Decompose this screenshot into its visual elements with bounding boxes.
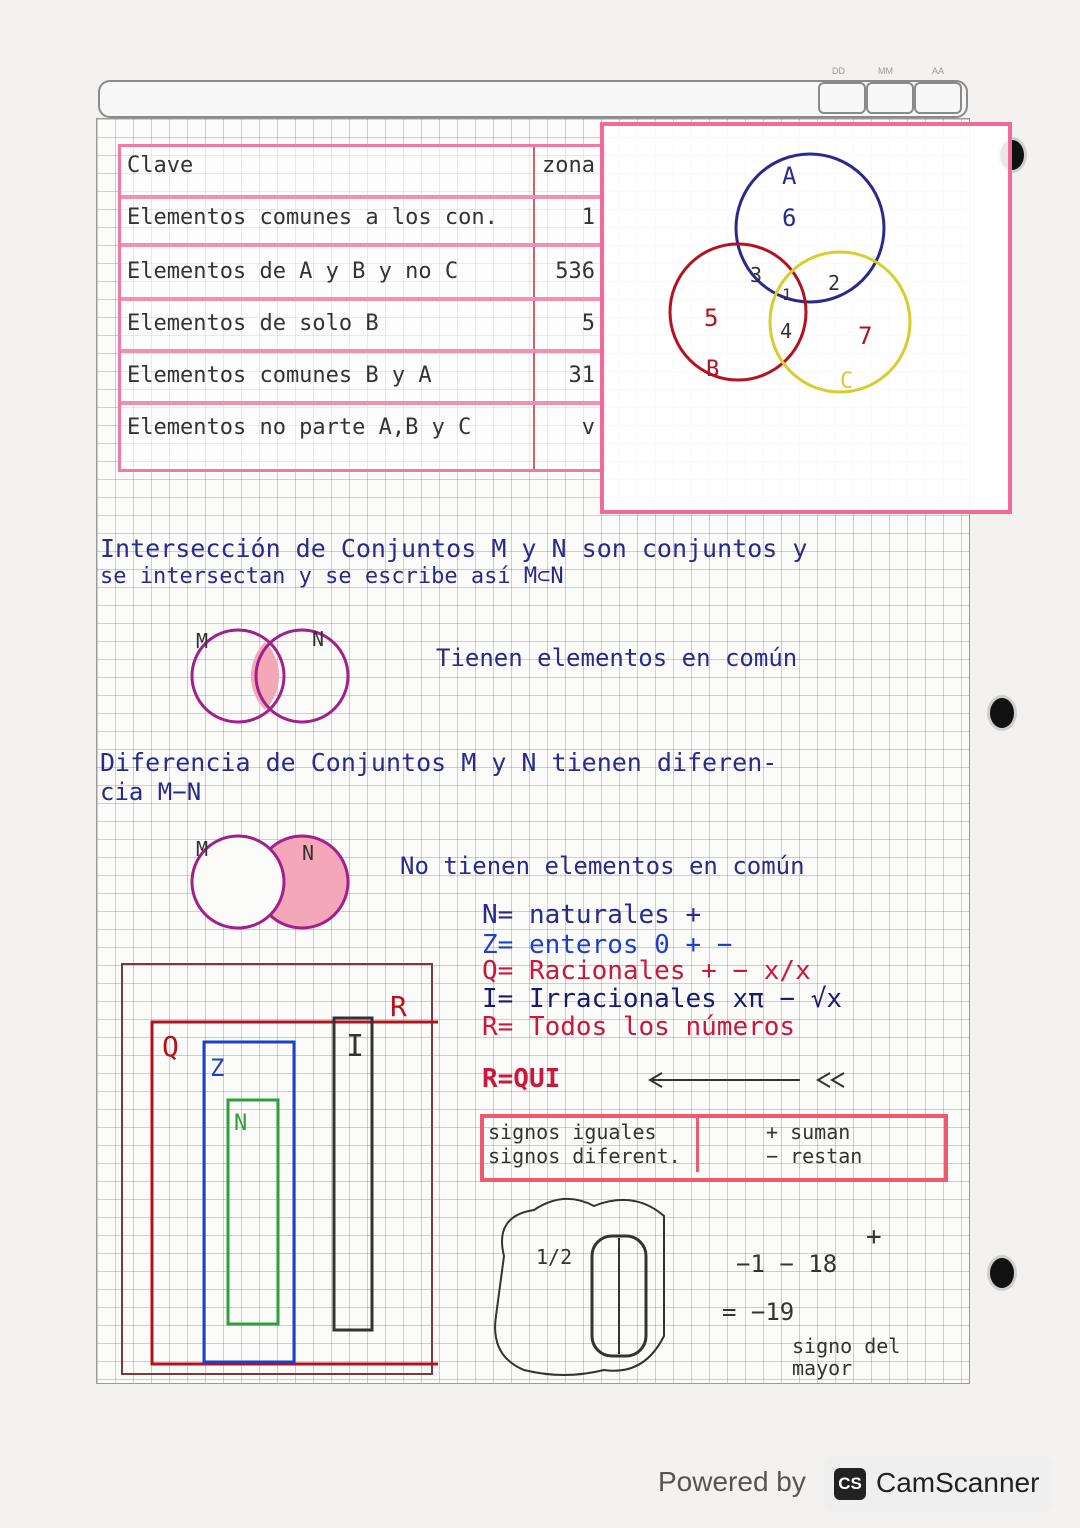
circle-b — [670, 244, 806, 380]
circle-n-label: N — [312, 627, 325, 651]
powered-by-text: Powered by — [658, 1466, 806, 1497]
date-label-month: MM — [878, 66, 893, 76]
label-a: A — [782, 162, 797, 190]
key-row-zone: 31 — [568, 363, 595, 388]
key-row — [121, 195, 603, 247]
key-row — [121, 405, 603, 453]
zone-number: 5 — [704, 304, 719, 332]
example-plus: + — [866, 1222, 882, 1252]
date-box-month — [866, 82, 914, 114]
signs-subtract: − restan — [766, 1144, 863, 1168]
difference-line1: Diferencia de Conjuntos M y N tienen diferen- — [100, 748, 778, 777]
camscanner-logo-icon: CS — [834, 1468, 866, 1500]
key-row-zone: 536 — [555, 259, 595, 284]
arrow-left-icon — [640, 1070, 880, 1090]
zone-number: 2 — [828, 271, 841, 295]
key-row-text: Elementos no parte A,B y C — [127, 415, 472, 440]
zone-number: 3 — [750, 263, 763, 287]
label-c: C — [840, 369, 854, 394]
difference-line2: cia M−N — [100, 778, 202, 806]
zone-number: 4 — [780, 319, 793, 343]
zone-number: 1 — [782, 285, 792, 304]
key-row-text: Elementos comunes a los con. — [127, 205, 498, 230]
example-cloud — [484, 1186, 684, 1384]
camscanner-name: CamScanner — [876, 1467, 1040, 1498]
key-header-row — [121, 147, 603, 199]
intersection-note: Tienen elementos en común — [436, 644, 798, 672]
set-naturales: N= naturales + — [482, 900, 702, 930]
set-racionales: Q= Racionales + − x/x — [482, 956, 811, 986]
signs-different: signos diferent. — [488, 1144, 681, 1168]
key-header-right: zona — [542, 153, 595, 178]
intersection-line1: Intersección de Conjuntos M y N son conjuntos y — [100, 534, 808, 563]
date-box-year — [914, 82, 962, 114]
key-row-text: Elementos de solo B — [127, 311, 379, 336]
date-label-day: DD — [832, 66, 845, 76]
difference-note: No tienen elementos en común — [400, 852, 805, 880]
set-q-label: Q — [162, 1030, 179, 1063]
set-irracionales: I= Irracionales xπ − √x — [482, 984, 843, 1014]
example-note-line1: signo del — [792, 1334, 901, 1358]
intersection-venn — [160, 618, 360, 728]
signs-equal: signos iguales — [488, 1120, 657, 1144]
set-i-label: I — [346, 1029, 365, 1064]
key-row — [121, 301, 603, 353]
difference-venn — [160, 826, 360, 936]
set-z-label: Z — [210, 1054, 225, 1082]
zone-number: 7 — [858, 322, 873, 350]
key-row-zone: 5 — [581, 311, 595, 336]
label-b: B — [706, 357, 720, 382]
circle-n-label: N — [302, 841, 315, 865]
example-expression: −1 − 18 — [736, 1250, 838, 1278]
fraction: 1/2 — [536, 1245, 573, 1269]
circle-m-label: M — [196, 629, 209, 653]
key-row-text: Elementos de A y B y no C — [127, 259, 459, 284]
nested-sets-diagram — [118, 960, 438, 1380]
signs-add: + suman — [766, 1120, 851, 1144]
date-label-year: AA — [932, 66, 945, 76]
circle-m-label: M — [196, 837, 209, 861]
key-row-zone: 1 — [581, 205, 595, 230]
key-row — [121, 249, 603, 301]
venn-diagram — [600, 122, 1004, 506]
key-row-text: Elementos comunes B y A — [127, 363, 432, 388]
example-result: = −19 — [722, 1298, 795, 1326]
example-note-line2: mayor — [792, 1356, 853, 1380]
key-table — [118, 144, 606, 472]
set-union: R=QUI — [482, 1064, 561, 1094]
binder-hole — [990, 698, 1014, 728]
key-header-left: Clave — [127, 153, 194, 178]
key-row-zone: v — [581, 415, 595, 440]
date-box-day — [818, 82, 866, 114]
set-r-label: R — [390, 990, 407, 1023]
intersection-line2: se intersectan y se escribe así M⊂N — [100, 564, 564, 589]
camscanner-badge — [824, 1456, 1052, 1512]
set-reales: R= Todos los números — [482, 1012, 796, 1042]
key-row — [121, 353, 603, 405]
set-n-label: N — [234, 1111, 248, 1136]
zone-number: 6 — [782, 204, 797, 232]
binder-hole — [990, 1258, 1014, 1288]
set-enteros: Z= enteros 0 + − — [482, 930, 733, 960]
